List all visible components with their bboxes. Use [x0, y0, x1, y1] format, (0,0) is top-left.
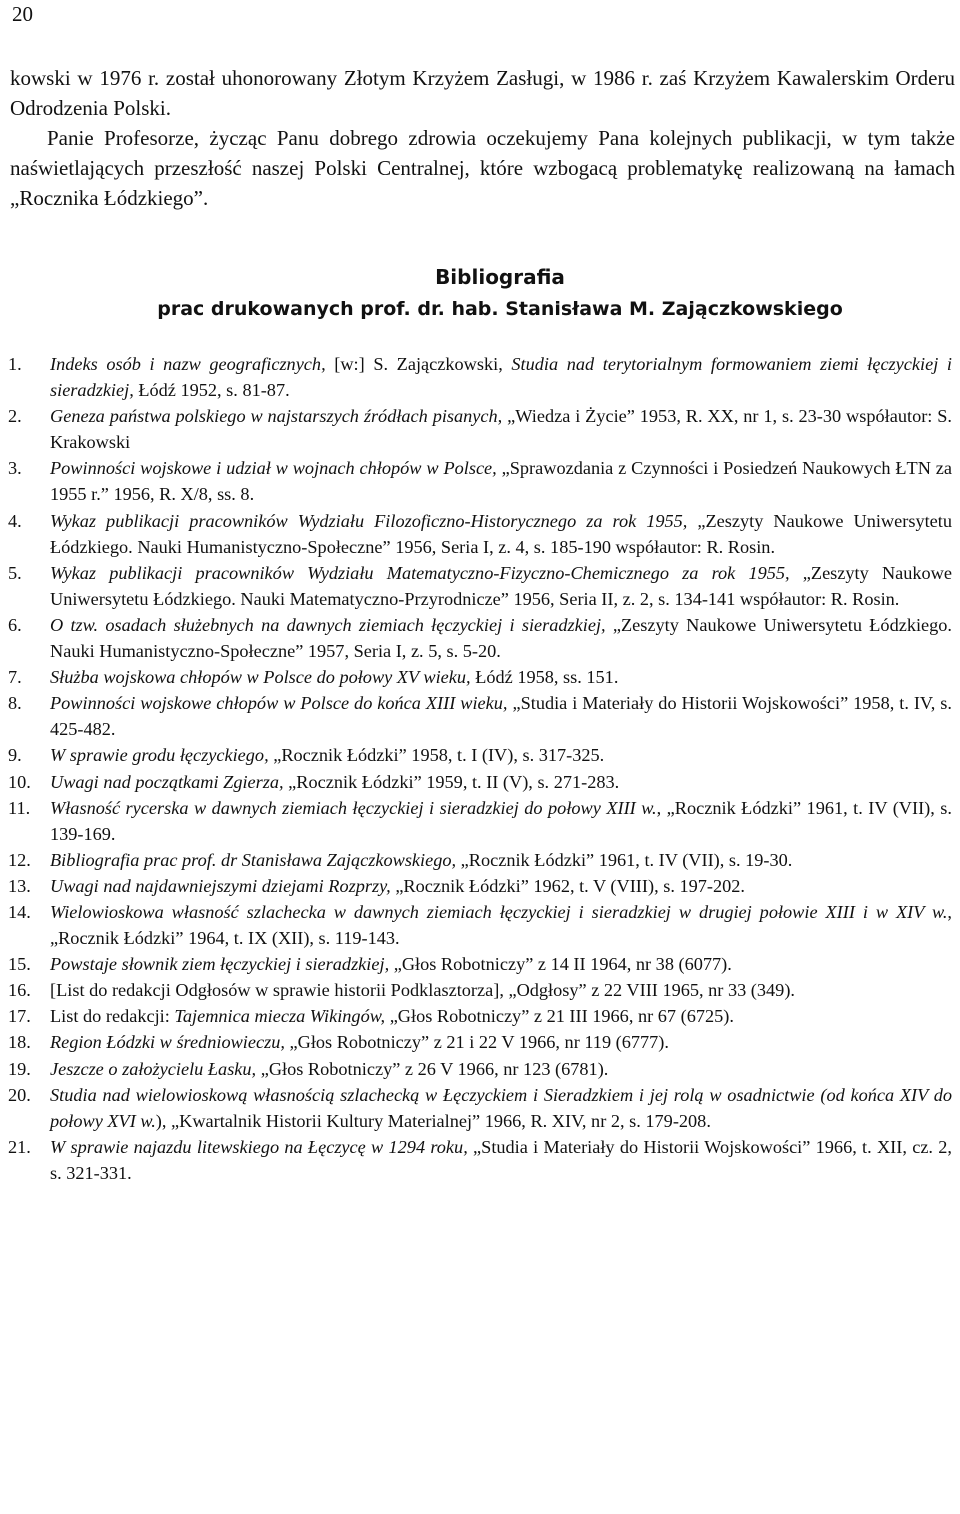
entry-number: 16. — [8, 980, 31, 1001]
entry-number: 7. — [8, 667, 22, 688]
bibliography-entry — [8, 403, 952, 455]
entry-details: „Głos Robotniczy” z 21 III 1966, nr 67 (6725). — [385, 1006, 734, 1027]
entry-details: „Zeszyty Naukowe Uniwersytetu Łódzkiego. Nauki Humanistyczno-Społeczne” 1956, Seria I, z. 4, s. 185-190 współautor: R. Rosin. — [50, 510, 952, 557]
entry-title: Bibliografia prac prof. dr Stanisława Zajączkowskiego, — [50, 849, 457, 870]
body-text — [10, 63, 955, 213]
bibliography-entry — [8, 664, 952, 690]
entry-details: „Rocznik Łódzki” 1961, t. IV (VII), s. 19-30. — [456, 849, 793, 870]
entry-number: 17. — [8, 1006, 31, 1027]
entry-details: , „Rocznik Łódzki” 1961, t. IV (VII), s. 139-169. — [50, 797, 952, 844]
bibliography-entry — [8, 899, 952, 951]
heading-title: Bibliografia — [435, 265, 565, 289]
entry-title: Jeszcze o założycielu Łasku, — [50, 1058, 257, 1079]
entry-details: Łódź 1958, ss. 151. — [470, 667, 619, 688]
entry-title: Służba wojskowa chłopów w Polsce do połowy XV wieku, — [50, 667, 471, 688]
bibliography-entry — [8, 560, 952, 612]
bibliography-entry — [8, 742, 952, 768]
bibliography-entry — [8, 795, 952, 847]
bibliography-entry — [8, 1134, 952, 1186]
entry-details: „Głos Robotniczy” z 14 II 1964, nr 38 (6077). — [389, 954, 732, 975]
bibliography-entry — [8, 1082, 952, 1134]
entry-title: Studia nad terytorialnym formowaniem ziemi łęczyckiej i sieradzkiej, — [50, 354, 952, 401]
entry-number: 8. — [8, 693, 22, 714]
entry-details: „Głos Robotniczy” z 26 V 1966, nr 123 (6781). — [256, 1058, 609, 1079]
entry-details: „Rocznik Łódzki” 1962, t. V (VIII), s. 197-202. — [390, 875, 745, 896]
entry-details: [w:] S. Zajączkowski, — [325, 354, 512, 374]
entry-number: 14. — [8, 901, 31, 922]
entry-details: „Głos Robotniczy” z 21 i 22 V 1966, nr 119 (6777). — [284, 1032, 669, 1053]
entry-details: „Sprawozdania z Czynności i Posiedzeń Naukowych ŁTN za 1955 r.” 1956, R. X/8, ss. 8. — [50, 458, 952, 505]
entry-number: 11. — [8, 797, 31, 818]
entry-number: 9. — [8, 745, 22, 766]
entry-details: „Zeszyty Naukowe Uniwersytetu Łódzkiego. Nauki Humanistyczno-Społeczne” 1957, Seria I, z. 5, s. 5-20. — [50, 614, 953, 662]
entry-details: „Studia i Materiały do Historii Wojskowości” 1958, t. IV, s. 425-482. — [50, 693, 952, 740]
bibliography-list — [8, 351, 952, 1186]
paragraph: Panie Profesorze, życząc Panu dobrego zdrowia oczekujemy Pana kolejnych publikacji, w tym także naświetlających przeszłość naszej Polski Centralnej, które wzbogacą problematykę realizowaną na łamach „Rocznika Łódzkiego”. — [10, 126, 955, 210]
bibliography-entry — [8, 612, 952, 664]
bibliography-entry — [8, 690, 952, 742]
entry-title: Wielowioskowa własność szlachecka w dawnych ziemiach łęczyckiej i sieradzkiej w drugiej połowie XIII i w XIV w. — [50, 901, 948, 922]
section-heading — [0, 261, 960, 325]
entry-details: „Rocznik Łódzki” 1959, t. II (V), s. 271-283. — [283, 771, 620, 792]
entry-title: Powstaje słownik ziem łęczyckiej i sieradzkiej, — [50, 954, 390, 975]
entry-details: „Rocznik Łódzki” 1958, t. I (IV), s. 317-325. — [268, 745, 605, 766]
entry-number: 15. — [8, 954, 31, 975]
entry-number: 5. — [8, 562, 22, 583]
entry-details: Łódź 1952, s. 81-87. — [133, 380, 290, 401]
bibliography-entry — [8, 769, 952, 795]
bibliography-entry — [8, 847, 952, 873]
entry-number: 12. — [8, 849, 31, 870]
entry-number: 19. — [8, 1058, 31, 1079]
entry-details: [List do redakcji Odgłosów w sprawie historii Podklasztorza], „Odgłosy” z 22 VIII 1965, nr 33 (349). — [50, 980, 795, 1001]
entry-details: „Wiedza i Życie” 1953, R. XX, nr 1, s. 23-30 współautor: S. Krakowski — [50, 406, 952, 453]
entry-title: Studia nad wielowioskową własnością szlachecką w Łęczyckiem i Sieradzkiem i jej rolą w osadnictwie (od końca XIV do połowy XVI w. — [50, 1084, 952, 1131]
entry-number: 6. — [8, 614, 22, 635]
bibliography-entry — [8, 951, 952, 977]
entry-title: Własność rycerska w dawnych ziemiach łęczyckiej i sieradzkiej do połowy XIII w. — [50, 797, 657, 818]
entry-title: W sprawie najazdu litewskiego na Łęczycę w 1294 roku, — [50, 1136, 468, 1157]
entry-title: O tzw. osadach służebnych na dawnych ziemiach łęczyckiej i sieradzkiej, — [50, 614, 606, 635]
entry-number: 1. — [8, 354, 22, 374]
bibliography-entry — [8, 1003, 952, 1029]
entry-number: 18. — [8, 1032, 31, 1053]
entry-title: Wykaz publikacji pracowników Wydziału Matematyczno-Fizyczno-Chemicznego za rok 1955, — [50, 562, 790, 583]
entry-number: 13. — [8, 875, 31, 896]
entry-number: 2. — [8, 406, 22, 427]
entry-title: Wykaz publikacji pracowników Wydziału Filozoficzno-Historycznego za rok 1955, — [50, 510, 688, 531]
entry-number: 3. — [8, 458, 22, 479]
entry-title: Geneza państwa polskiego w najstarszych źródłach pisanych, — [50, 406, 503, 427]
bibliography-entry — [8, 508, 952, 560]
entry-title: Indeks osób i nazw geograficznych, — [50, 354, 326, 374]
entry-lead: List do redakcji: — [50, 1006, 175, 1027]
entry-details: ), „Kwartalnik Historii Kultury Materialnej” 1966, R. XIV, nr 2, s. 179-208. — [155, 1110, 711, 1131]
bibliography-entry — [8, 977, 952, 1003]
entry-details: „Studia i Materiały do Historii Wojskowości” 1966, t. XII, cz. 2, s. 321-331. — [50, 1136, 952, 1183]
paragraph: kowski w 1976 r. został uhonorowany Złotym Krzyżem Zasługi, w 1986 r. zaś Krzyżem Kawalerskim Orderu Odrodzenia Polski. — [10, 66, 955, 120]
entry-title: Tajemnica miecza Wikingów, — [174, 1006, 386, 1027]
bibliography-entry — [8, 873, 952, 899]
entry-details: „Zeszyty Naukowe Uniwersytetu Łódzkiego. Nauki Matematyczno-Przyrodnicze” 1956, Seria II, z. 2, s. 134-141 współautor: R. Rosin. — [50, 562, 953, 609]
entry-number: 10. — [8, 771, 31, 792]
page-number: 20 — [12, 2, 33, 26]
entry-number: 21. — [8, 1136, 31, 1157]
heading-subtitle: prac drukowanych prof. dr. hab. Stanisława M. Zajączkowskiego — [157, 298, 843, 320]
entry-number: 20. — [8, 1084, 31, 1105]
bibliography-entry — [8, 1056, 952, 1082]
entry-number: 4. — [8, 510, 22, 531]
entry-title: W sprawie grodu łęczyckiego, — [50, 745, 269, 766]
bibliography-entry — [8, 351, 952, 403]
entry-details: , „Rocznik Łódzki” 1964, t. IX (XII), s. 119-143. — [50, 901, 952, 949]
entry-title: Region Łódzki w średniowieczu, — [50, 1032, 285, 1053]
entry-title: Uwagi nad początkami Zgierza, — [50, 771, 284, 792]
entry-title: Powinności wojskowe i udział w wojnach chłopów w Polsce, — [50, 458, 497, 479]
entry-title: Powinności wojskowe chłopów w Polsce do końca XIII wieku, — [50, 693, 508, 714]
entry-title: Uwagi nad najdawniejszymi dziejami Rozprzy, — [50, 875, 391, 896]
bibliography-entry — [8, 455, 952, 507]
bibliography-entry — [8, 1029, 952, 1055]
